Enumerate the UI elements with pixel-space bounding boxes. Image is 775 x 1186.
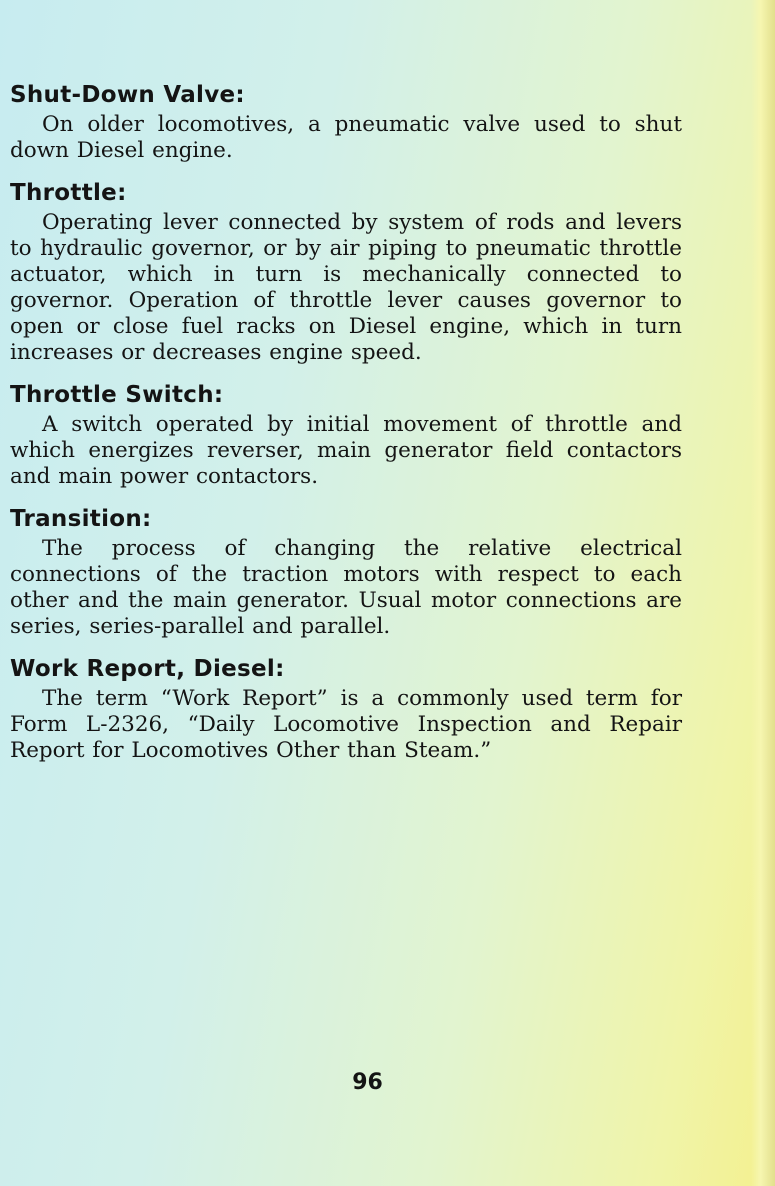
glossary-term: Work Report, Diesel: (10, 656, 285, 682)
glossary-entry-work-report-diesel (10, 654, 682, 764)
glossary-definition: A switch operated by initial movement of throttle and which energizes reverser, main generator field contactors and main power contactors. (10, 412, 682, 489)
glossary-definition: On older locomotives, a pneumatic valve used to shut down Diesel engine. (10, 112, 682, 163)
glossary-content (10, 80, 682, 778)
glossary-entry-throttle (10, 178, 682, 366)
glossary-definition: Operating lever connected by system of rods and levers to hydraulic governor, or by air piping to pneumatic throttle actuator, which in turn is mechanically connected to governor. Operation of throttle lever causes governor to open or close fuel racks on Diesel engine, which in turn increases or decreases engine speed. (10, 210, 682, 365)
glossary-term: Shut-Down Valve: (10, 82, 245, 108)
glossary-definition: The term “Work Report” is a commonly used term for Form L-2326, “Daily Locomotive Inspection and Repair Report for Locomotives Other than Steam.” (10, 686, 682, 763)
glossary-entry-throttle-switch (10, 380, 682, 490)
glossary-definition: The process of changing the relative electrical connections of the traction motors with respect to each other and the main generator. Usual motor connections are series, series-parallel and parallel. (10, 536, 682, 639)
glossary-term: Throttle Switch: (10, 382, 224, 408)
glossary-entry-shut-down-valve (10, 80, 682, 164)
page-number: 96 (352, 1070, 383, 1095)
page-edge (751, 0, 775, 1186)
glossary-term: Transition: (10, 506, 152, 532)
glossary-entry-transition (10, 504, 682, 640)
glossary-term: Throttle: (10, 180, 127, 206)
